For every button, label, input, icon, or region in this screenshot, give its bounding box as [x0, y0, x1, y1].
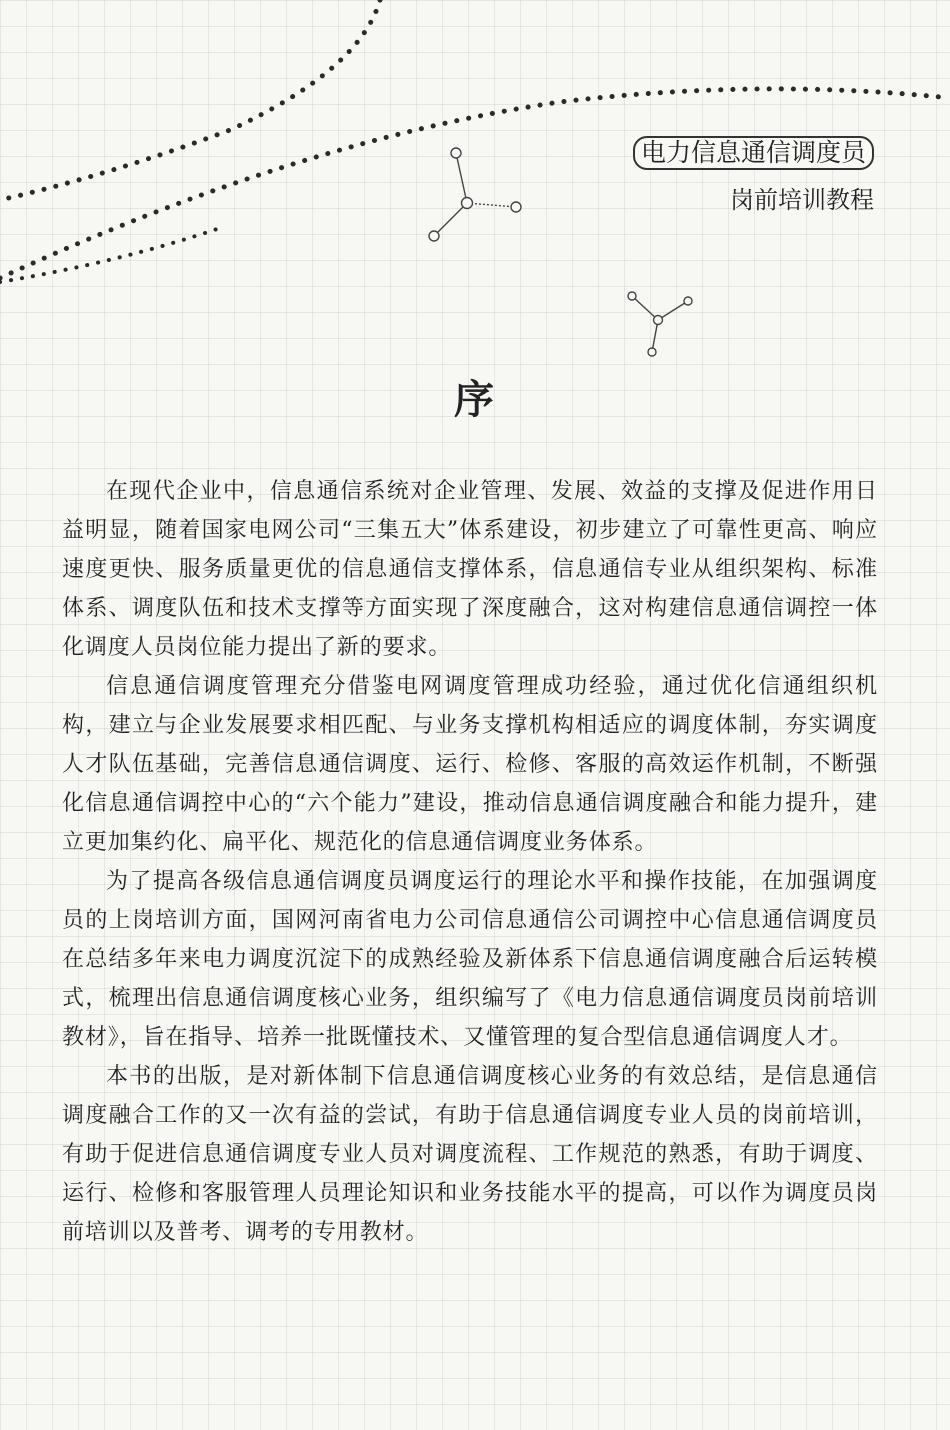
dotted-curve-lower	[0, 228, 220, 282]
paragraph-2: 信息通信调度管理充分借鉴电网调度管理成功经验，通过优化信通组织机构，建立与企业发展要求相匹配、与业务支撑机构相适应的调度体制，夯实调度人才队伍基础，完善信息通信调度、运行、检修、客服的高效运作机制，不断强化信息通信调控中心的“六个能力”建设，推动信息通信调度融合和能力提升，建立更加集约化、扁平化、规范化的信息通信调度业务体系。	[62, 674, 878, 855]
preface-body	[62, 472, 878, 1252]
paragraph-4: 本书的出版，是对新体制下信息通信调度核心业务的有效总结，是信息通信调度融合工作的又一次有益的尝试，有助于信息通信调度专业人员的岗前培训，有助于促进信息通信调度专业人员对调度流程、工作规范的熟悉，有助于调度、运行、检修和客服管理人员理论知识和业务技能水平的提高，可以作为调度员岗前培训以及普考、调考的专用教材。	[62, 1064, 878, 1245]
page-title: 序	[454, 376, 496, 423]
dotted-curve-upper	[0, 0, 380, 200]
running-header	[633, 136, 874, 215]
book-title: 岗前培训教程	[730, 186, 874, 214]
paragraph-1: 在现代企业中，信息通信系统对企业管理、发展、效益的支撑及促进作用日益明显，随着国家电网公司“三集五大”体系建设，初步建立了可靠性更高、响应速度更快、服务质量更优的信息通信支撑体系，信息通信专业从组织架构、标准体系、调度队伍和技术支撑等方面实现了深度融合，这对构建信息通信调控一体化调度人员岗位能力提出了新的要求。	[62, 479, 878, 660]
paragraph-3: 为了提高各级信息通信调度员调度运行的理论水平和操作技能，在加强调度员的上岗培训方面，国网河南省电力公司信息通信公司调控中心信息通信调度员在总结多年来电力调度沉淀下的成熟经验及新体系下信息通信调度融合后运转模式，梳理出信息通信调度核心业务，组织编写了《电力信息通信调度员岗前培训教材》，旨在指导、培养一批既懂技术、又懂管理的复合型信息通信调度人才。	[62, 869, 878, 1050]
molecule-icon-1	[429, 148, 521, 241]
molecule-icon-2	[628, 292, 692, 356]
series-title: 电力信息通信调度员	[633, 136, 874, 170]
